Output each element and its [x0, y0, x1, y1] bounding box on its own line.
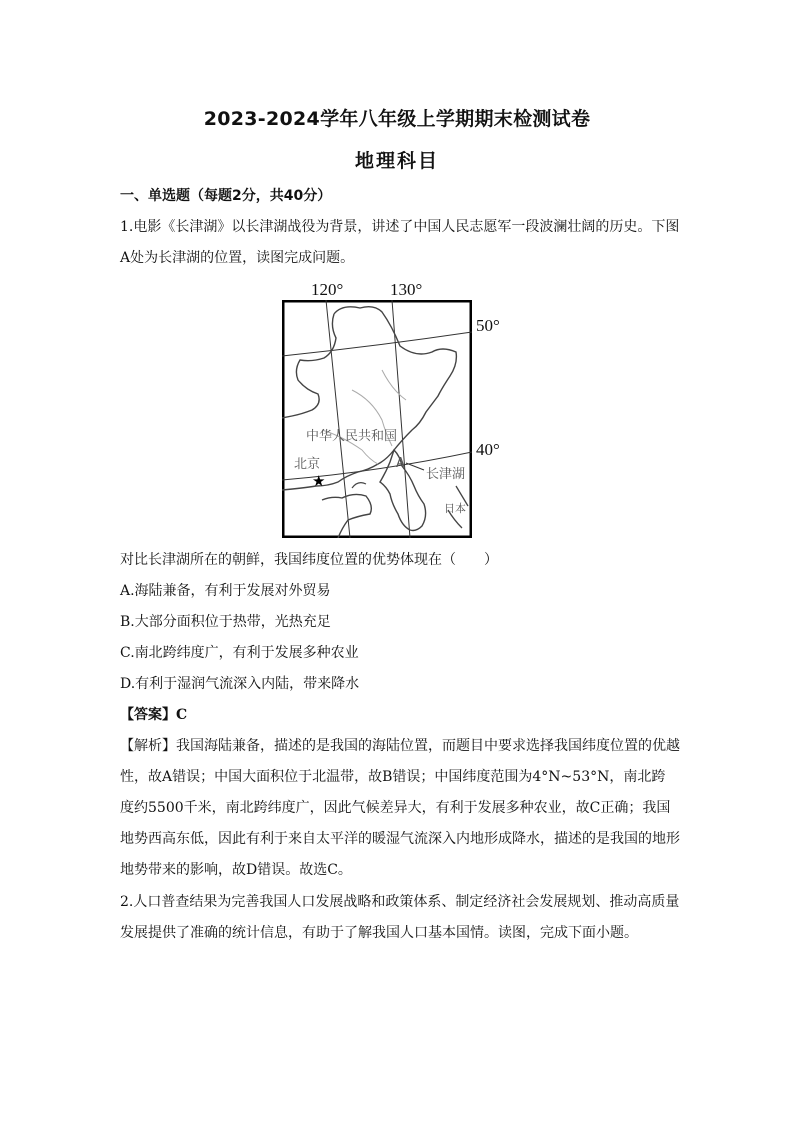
q2-stem-line-1: 2.人口普查结果为完善我国人口发展战略和政策体系、制定经济社会发展规划、推动高质量 [120, 894, 680, 910]
q1-stem-line-2: A处为长津湖的位置，读图完成问题。 [120, 250, 355, 266]
map-frame [282, 300, 472, 538]
page-subtitle: 地理科目 [354, 150, 439, 172]
option-a: A.海陆兼备，有利于发展对外贸易 [120, 583, 331, 599]
q2-stem-line-2: 发展提供了准确的统计信息，有助于了解我国人口基本国情。读图，完成下面小题。 [120, 925, 638, 941]
japan-label: 日本 [444, 502, 466, 515]
section-heading: 一、单选题（每题2分，共40分） [120, 188, 332, 204]
point-a-label: A [396, 456, 405, 471]
lake-label: 长津湖 [426, 467, 466, 482]
country-label: 中华人民共和国 [306, 429, 398, 444]
page-title: 2023-2024学年八年级上学期期末检测试卷 [203, 108, 591, 130]
map-svg [282, 300, 472, 538]
option-c: C.南北跨纬度广，有利于发展多种农业 [120, 645, 359, 661]
lat-label-50: 50° [476, 316, 500, 335]
q1-question: 对比长津湖所在的朝鲜，我国纬度位置的优势体现在（ ） [120, 552, 498, 568]
analysis-line-2: 性，故A错误；中国大面积位于北温带，故B错误；中国纬度范围为4°N~53°N，南北跨 [120, 769, 666, 785]
analysis-line-1: 【解析】我国海陆兼备，描述的是我国的海陆位置，而题目中要求选择我国纬度位置的优越 [120, 738, 680, 754]
beijing-star-icon: ★ [312, 472, 326, 490]
option-b: B.大部分面积位于热带，光热充足 [120, 614, 331, 630]
q1-stem-line-1: 1.电影《长津湖》以长津湖战役为背景，讲述了中国人民志愿军一段波澜壮阔的历史。下图 [120, 219, 680, 235]
analysis-line-5: 地势带来的影响，故D错误。故选C。 [120, 862, 352, 878]
analysis-line-3: 度约5500千米，南北跨纬度广，因此气候差异大，有利于发展多种农业，故C正确；我国 [120, 800, 671, 816]
lon-label-130: 130° [390, 280, 423, 299]
answer-line: 【答案】C [120, 707, 188, 723]
option-d: D.有利于湿润气流深入内陆，带来降水 [120, 676, 360, 692]
lon-label-120: 120° [311, 280, 344, 299]
city-label: 北京 [294, 457, 321, 472]
lat-label-40: 40° [476, 440, 500, 459]
analysis-line-4: 地势西高东低，因此有利于来自太平洋的暖湿气流深入内地形成降水，描述的是我国的地形 [120, 831, 680, 847]
